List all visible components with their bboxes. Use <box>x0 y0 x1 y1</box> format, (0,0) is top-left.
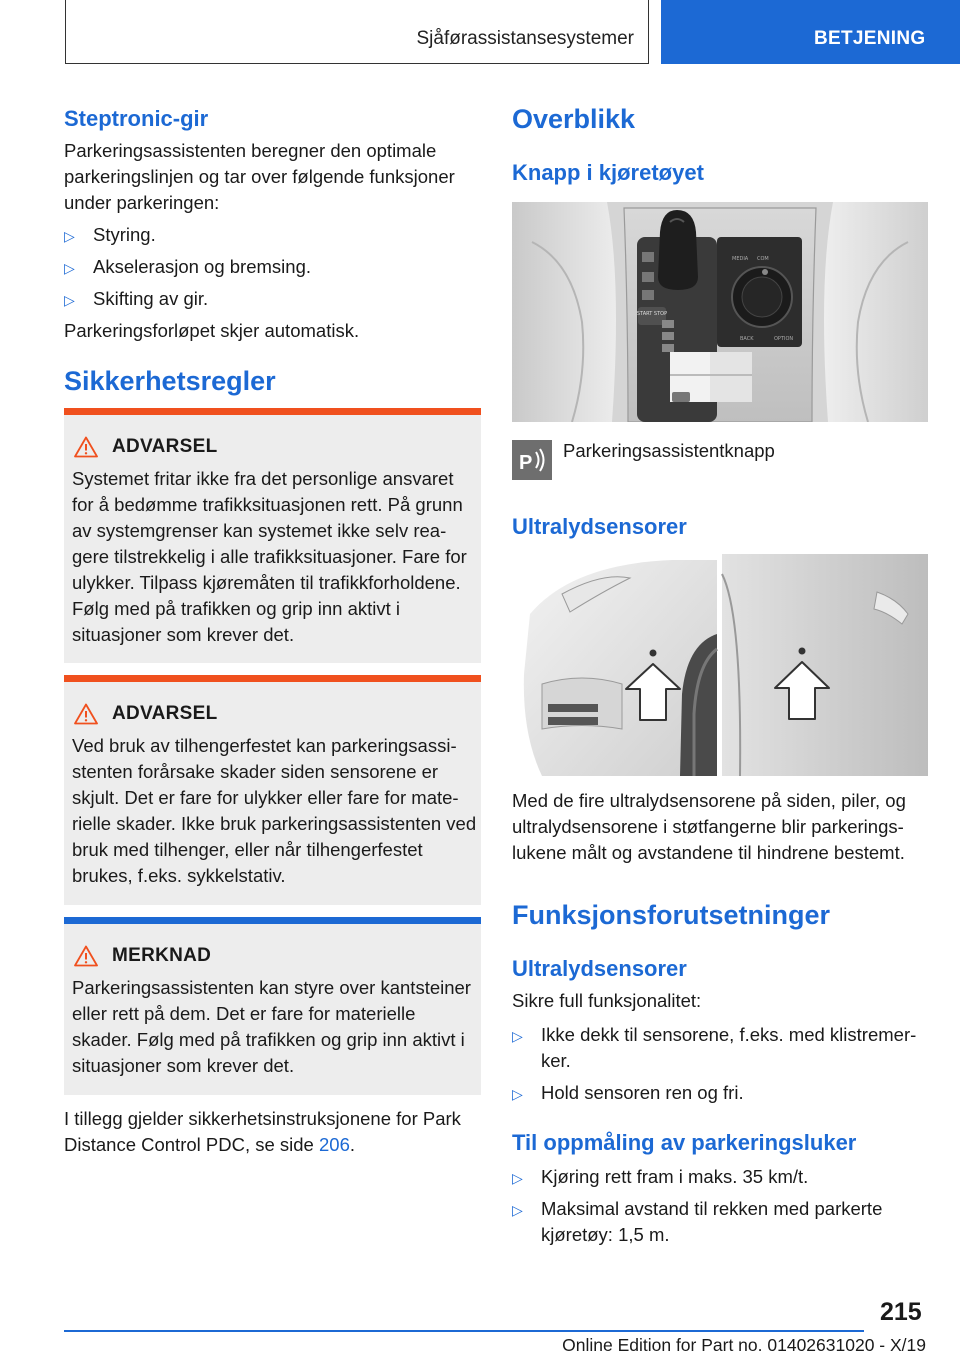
header-section-box <box>65 0 649 64</box>
measure-heading: Til oppmåling av parkeringsluker <box>512 1130 857 1155</box>
note-label: MERKNAD <box>112 945 212 966</box>
steptronic-heading: Steptronic-gir <box>64 106 209 131</box>
start-stop-label: START STOP <box>636 311 668 317</box>
ultrasonic-sensors-image <box>512 554 928 776</box>
list-item <box>64 254 481 280</box>
note-box <box>64 917 481 1095</box>
header-chapter-title: BETJENING <box>814 28 926 49</box>
list-item-text: Hold sensoren ren og fri. <box>541 1082 744 1103</box>
warning-triangle-icon <box>74 703 98 725</box>
requirements-heading: Funksjonsforutsetninger <box>512 900 831 930</box>
center-console-illustration <box>512 202 928 422</box>
bullet-icon: ▷ <box>64 228 75 244</box>
bullet-icon: ▷ <box>512 1202 523 1218</box>
warning-text: Systemet fritar ikke fra det personlige ansvaret for å bedømme trafikksituasjonen rett. På grunn av systemgrenser kan systemet ikke selv reagere tilstrekkelig i alle trafikksituasjoner. Fare for ulykker. Tilpass kjøremåten til trafikkforholdene. Følg med på trafikken og grip inn aktivt i situasjoner som krever det. <box>72 468 467 645</box>
footer-divider <box>64 1330 864 1332</box>
bullet-icon: ▷ <box>512 1028 523 1044</box>
bullet-icon: ▷ <box>512 1086 523 1102</box>
com-label: COM <box>757 256 769 262</box>
parking-assistant-button-icon <box>512 440 552 480</box>
safety-heading: Sikkerhetsregler <box>64 366 276 396</box>
button-heading: Knapp i kjøretøyet <box>512 160 704 185</box>
list-item-text: Styring. <box>93 224 156 245</box>
footer-edition: Online Edition for Part no. 01402631020 - X/19 <box>562 1335 926 1355</box>
list-item <box>512 1022 928 1074</box>
media-label: MEDIA <box>732 256 749 262</box>
warning-box-2 <box>64 675 481 905</box>
header-chapter-tab[interactable] <box>661 0 960 64</box>
list-item <box>64 222 481 248</box>
warning-text: Ved bruk av tilhengerfestet kan parkeringsassistenten forårsake skader siden sensorene er skjult. Det er fare for ulykker eller fare for materielle skader. Ikke bruk parkeringsassistenten ved bruk med tilhenger, eller når tilhengerfestet brukes, f.eks. sykkelstativ. <box>72 735 477 886</box>
warning-box-1 <box>64 408 481 663</box>
note-text: Parkeringsassistenten kan styre over kantsteiner eller rett på dem. Det er fare for materielle skader. Følg med på trafikken og grip inn aktivt i situasjoner som krever det. <box>72 977 471 1076</box>
closing-paragraph <box>64 1106 481 1158</box>
svg-text:P: P <box>519 452 533 474</box>
list-item-text: Kjøring rett fram i maks. 35 km/t. <box>541 1166 809 1187</box>
page-number: 215 <box>880 1298 922 1326</box>
closing-text: I tillegg gjelder sikkerhetsinstruksjonene for Park Distance Control PDC, se side <box>64 1108 461 1155</box>
button-caption: Parkeringsassistentknapp <box>563 440 775 461</box>
warning-label: ADVARSEL <box>112 703 218 724</box>
list-item <box>512 1080 928 1106</box>
steptronic-intro: Parkeringsassistenten beregner den optimale parkeringslinjen og tar over følgende funksjoner under parkeringen: <box>64 140 455 213</box>
warning-triangle-icon <box>74 436 98 458</box>
list-item-text: Akselerasjon og bremsing. <box>93 256 311 277</box>
ultrasonic-sensors-illustration <box>512 554 928 776</box>
warning-bar <box>64 675 481 682</box>
overview-heading: Overblikk <box>512 104 636 134</box>
page-reference-link[interactable]: 206 <box>319 1134 350 1155</box>
closing-end: . <box>349 1134 356 1155</box>
option-label: OPTION <box>774 336 794 342</box>
list-item <box>512 1196 928 1248</box>
steptronic-outro: Parkeringsforløpet skjer automatisk. <box>64 320 360 341</box>
back-label: BACK <box>740 336 754 342</box>
list-item-text: Maksimal avstand til rekken med parkerte kjøretøy: 1,5 m. <box>541 1198 883 1245</box>
list-item <box>512 1164 928 1190</box>
note-bar <box>64 917 481 924</box>
center-console-image <box>512 202 928 422</box>
bullet-icon: ▷ <box>512 1170 523 1186</box>
list-item-text: Ikke dekk til sensorene, f.eks. med klistremerker. <box>541 1024 917 1071</box>
warning-bar <box>64 408 481 415</box>
bullet-icon: ▷ <box>64 260 75 276</box>
warning-label: ADVARSEL <box>112 436 218 457</box>
ultrasonic-heading: Ultralydsensorer <box>512 514 687 539</box>
list-item-text: Skifting av gir. <box>93 288 209 309</box>
list-item <box>64 286 481 312</box>
requirements-intro: Sikre full funksjonalitet: <box>512 990 702 1011</box>
requirements-subheading: Ultralydsensorer <box>512 956 687 981</box>
header-section-title: Sjåførassistansesystemer <box>416 28 634 49</box>
ultrasonic-description: Med de fire ultralydsensorene på siden, piler, og ultralydsensorene i støtfangerne blir parkeringslukene målt og avstandene til hindrene bestemt. <box>512 790 906 863</box>
bullet-icon: ▷ <box>64 292 75 308</box>
note-triangle-icon <box>74 945 98 967</box>
